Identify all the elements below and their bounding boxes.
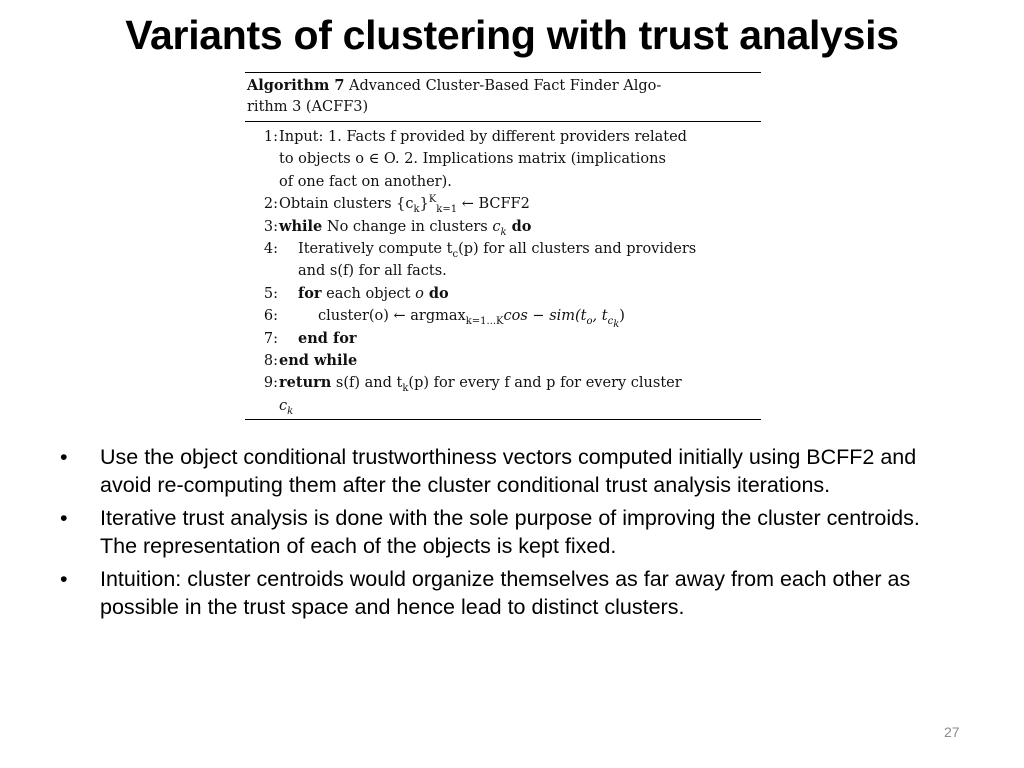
keyword-return: return [279, 374, 332, 392]
keyword-do: do [423, 284, 449, 302]
step-1-line-1: Input: 1. Facts f provided by different providers related [279, 129, 687, 145]
step-text [278, 372, 761, 417]
algorithm-step-1 [245, 126, 761, 193]
bullet-icon: • [60, 506, 68, 531]
step-6-sub3 [607, 316, 620, 331]
algorithm-step-9 [245, 372, 761, 417]
step-3-varsub: k [500, 226, 507, 238]
step-2-pre: Obtain clusters {c [279, 196, 414, 213]
algorithm-step-4 [245, 238, 761, 283]
slide-title: Variants of clustering with trust analysis [125, 12, 899, 58]
bullet-item [58, 505, 958, 560]
step-4-line-1b: (p) for all clusters and providers [458, 241, 697, 258]
algorithm-caption-cont: rithm 3 (ACFF3) [247, 99, 369, 115]
step-1-line-3: of one fact on another). [279, 173, 452, 190]
step-text [278, 283, 761, 305]
step-2-post: ← BCFF2 [457, 196, 530, 213]
step-number: 3: [263, 218, 278, 235]
step-number: 2: [263, 196, 278, 213]
bullet-icon: • [60, 567, 68, 592]
step-6-text2: cos − sim(t [503, 308, 587, 325]
keyword-do: do [506, 217, 532, 235]
step-2-sub: k [413, 204, 420, 216]
bullet-text: Intuition: cluster centroids would organize themselves as far away from each other as possible in the trust space and hence lead to distinct clusters. [100, 567, 911, 619]
keyword-while: while [279, 217, 323, 235]
bullet-text: Iterative trust analysis is done with the sole purpose of improving the cluster centroids. The representation of each of the objects is kept fixed. [100, 506, 920, 558]
bullet-text: Use the object conditional trustworthiness vectors computed initially using BCFF2 and avoid re-computing them after the cluster conditional trust analysis iterations. [100, 445, 917, 497]
algorithm-header [245, 73, 761, 118]
step-5-text: each object [321, 285, 416, 302]
step-4-line-2: and s(f) for all facts. [298, 263, 447, 280]
bullet-icon: • [60, 445, 68, 469]
step-4-sub: c [452, 248, 459, 260]
step-text [278, 238, 761, 283]
step-number: 1: [263, 129, 278, 145]
step-9-line2: c [279, 397, 288, 414]
keyword-end-while: end while [279, 352, 358, 370]
step-number: 9: [263, 375, 278, 392]
step-2-mid: } [419, 196, 429, 213]
algorithm-bottom-rule [245, 419, 761, 420]
page-number: 27 [944, 724, 960, 740]
keyword-for: for [298, 284, 322, 302]
bullet-item [58, 566, 958, 621]
step-6-sub: k=1...K [465, 316, 504, 328]
step-3-var: c [492, 218, 501, 235]
algorithm-label: Algorithm 7 [247, 77, 345, 94]
step-6-sub2: o [586, 316, 593, 328]
step-number: 5: [263, 285, 278, 302]
step-9-line2sub: k [287, 405, 294, 417]
algorithm-step-8 [245, 350, 761, 372]
step-9-sub: k [402, 383, 409, 395]
step-text [278, 216, 761, 238]
step-5-var: o [415, 285, 424, 302]
step-2-sub2: k=1 [436, 204, 458, 216]
step-1-line-2: to objects o ∈ O. 2. Implications matrix (implications [279, 151, 666, 168]
step-6-sub3-c: c [607, 316, 614, 328]
bullet-item [58, 444, 958, 499]
step-text [278, 305, 761, 331]
bullet-list [58, 444, 958, 628]
algorithm-step-7 [245, 328, 761, 350]
algorithm-step-5 [245, 283, 761, 305]
algorithm-box [245, 72, 761, 420]
algorithm-steps [245, 122, 761, 417]
step-9-text: s(f) and t [331, 375, 403, 392]
step-3-text: No change in clusters [322, 218, 493, 235]
algorithm-caption: Advanced Cluster-Based Fact Finder Algo- [349, 78, 662, 94]
step-number: 8: [263, 353, 278, 370]
algorithm-step-3 [245, 216, 761, 238]
step-6-text4: ) [619, 308, 625, 325]
keyword-end-for: end for [298, 329, 357, 347]
step-number: 7: [263, 330, 278, 347]
step-4-line-1a: Iteratively compute t [298, 241, 453, 258]
step-9-text2: (p) for every f and p for every cluster [408, 375, 682, 392]
step-text [278, 126, 761, 193]
step-number: 6: [263, 308, 278, 325]
step-number: 4: [263, 241, 278, 258]
step-2-sup: K [428, 194, 437, 206]
step-text [278, 193, 761, 215]
algorithm-step-2 [245, 193, 761, 215]
step-6-text: cluster(o) ← argmax [318, 308, 466, 325]
step-6-text3: , t [592, 308, 608, 325]
algorithm-step-6 [245, 305, 761, 331]
step-6-sub3-k: k [613, 319, 620, 331]
